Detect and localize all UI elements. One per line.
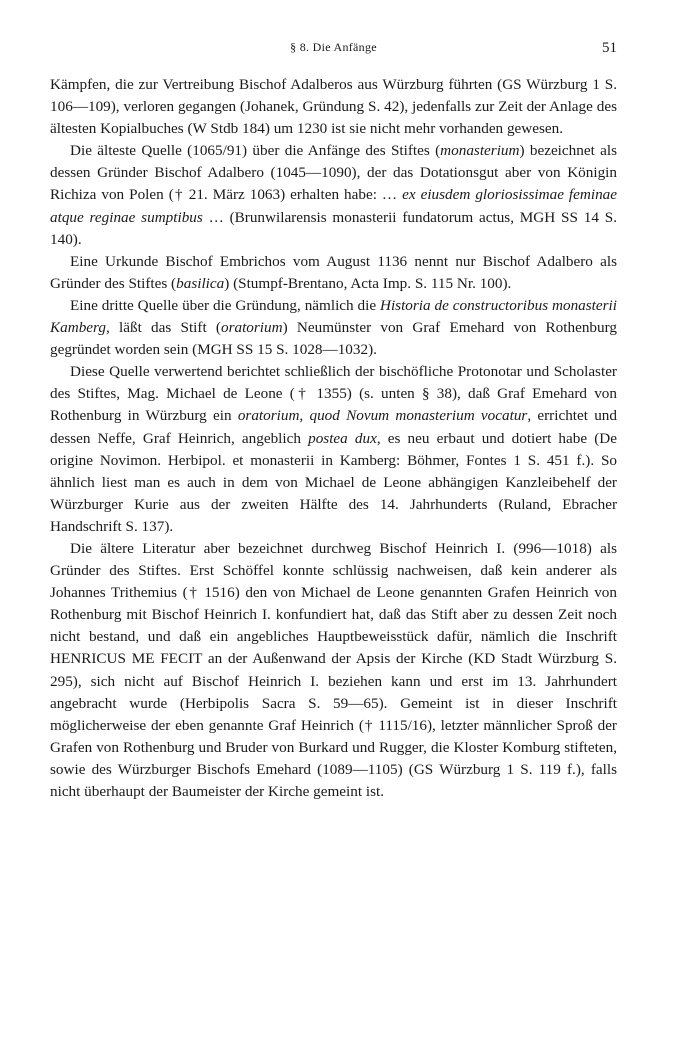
italic-text: oratorium: [220, 319, 283, 337]
paragraph: [50, 361, 617, 538]
italic-text: oratorium, quod Novum monasterium vocatur: [237, 407, 528, 425]
body-text: [50, 74, 617, 803]
text-run: Kämpfen, die zur Vertreibung Bischof Adalberos aus Würzburg führten (GS Würzburg 1 S. 106—109), verloren gegangen (Johanek, Gründung S. 42), jedenfalls zur Zeit der Anlage des ältesten Kopialbuches (W Stdb 184) um 1230 ist sie nicht mehr vorhanden gewesen.: [50, 76, 617, 138]
running-title: § 8. Die Anfänge: [290, 40, 377, 54]
paragraph: [50, 140, 617, 250]
text-run: ) Neumünster von Graf Emehard von Rothenburg gegründet worden sein (MGH SS 15 S. 1028—1032).: [50, 319, 617, 359]
italic-text: ex eiusdem gloriosissimae feminae atque reginae sumptibus: [50, 186, 617, 226]
text-run: Diese Quelle verwertend berichtet schließlich der bischöfliche Protonotar und Scholaster des Stiftes, Mag. Michael de Leone († 1355) (s. unten § 38), daß Graf Emehard von Rothenburg in Würzburg ein: [50, 363, 617, 425]
italic-text: Historia de constructoribus monasterii Kamberg: [50, 296, 617, 337]
paragraph: [50, 251, 617, 295]
text-run: … (Brunwilarensis monasterii fundatorum actus, MGH SS 14 S. 140).: [50, 208, 617, 248]
running-header: [50, 40, 617, 62]
italic-text: postea dux: [308, 429, 377, 447]
text-run: Die älteste Quelle (1065/91) über die Anfänge des Stiftes (: [70, 142, 441, 160]
text-run: , es neu erbaut und dotiert habe (De origine Novimon. Herbipol. et monasterii in Kamberg: Böhmer, Fontes 1 S. 451 f.). So ähnlich liest man es auch in dem von Michael de Leone abhängigen Kanzleibehelf der Würzburger Kurie aus der zweiten Hälfte des 14. Jahrhunderts (Ruland, Ebracher Handschrift S. 137).: [50, 429, 618, 535]
paragraph: [50, 74, 617, 140]
paragraph: [50, 538, 617, 803]
page-number: 51: [602, 40, 617, 56]
paragraph: [50, 295, 617, 361]
italic-text: monasterium: [440, 142, 520, 160]
text-run: Eine Urkunde Bischof Embrichos vom August 1136 nennt nur Bischof Adalbero als Gründer des Stiftes (: [50, 252, 617, 292]
italic-text: basilica: [176, 274, 225, 292]
text-run: , läßt das Stift (: [105, 319, 221, 337]
text-run: Die ältere Literatur aber bezeichnet durchweg Bischof Heinrich I. (996—1018) als Gründer des Stiftes. Erst Schöffel konnte schlüssig nachweisen, daß kein anderer als Johannes Trithemius († 1516) den von Michael de Leone genannten Grafen Heinrich von Rothenburg mit Bischof Heinrich I. konfundiert hat, daß das Stift aber zu dessen Zeit noch nicht bestand, und daß ein angebliches Hauptbeweisstück dafür, nämlich die Inschrift HENRICUS ME FECIT an der Außenwand der Apsis der Kirche (KD Stadt Würzburg S. 295), sich nicht auf Bischof Heinrich I. beziehen kann und erst im 13. Jahrhundert angebracht wurde (Herbipolis Sacra S. 59—65). Gemeint ist in dieser Inschrift möglicherweise der eben genannte Graf Heinrich († 1115/16), letzter männlicher Sproß der Grafen von Rothenburg und Bruder von Burkard und Rugger, die Kloster Komburg stifteten, sowie des Würzburger Bischofs Emehard (1089—1105) (GS Würzburg 1 S. 119 f.), falls nicht überhaupt der Baumeister der Kirche gemeint ist.: [50, 539, 617, 800]
text-run: , errichtet und dessen Neffe, Graf Heinrich, angeblich: [50, 407, 617, 447]
text-run: ) bezeichnet als dessen Gründer Bischof Adalbero (1045—1090), der das Dotationsgut aber von Königin Richiza von Polen († 21. März 1063) erhalten habe: …: [50, 142, 617, 204]
text-run: ) (Stumpf-Brentano, Acta Imp. S. 115 Nr. 100).: [224, 274, 512, 292]
text-run: Eine dritte Quelle über die Gründung, nämlich die: [70, 296, 380, 314]
